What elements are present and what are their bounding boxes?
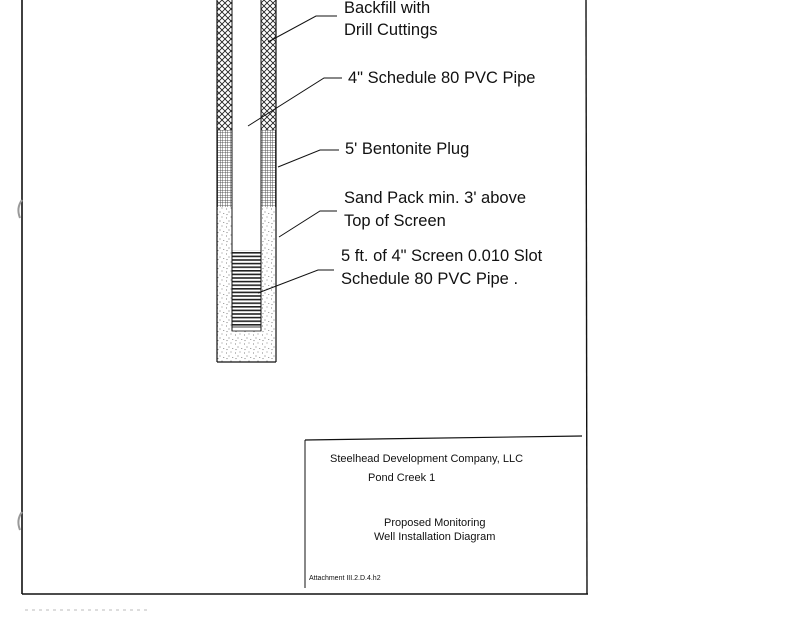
label-sandpack-line1: Sand Pack min. 3' above [344,189,527,207]
title-company: Steelhead Development Company, LLC [330,453,524,465]
title-line1: Proposed Monitoring [384,517,486,529]
well-screen [232,250,261,327]
label-backfill-line1: Backfill with [344,0,431,17]
label-bentonite: 5' Bentonite Plug [345,140,470,158]
title-line2: Well Installation Diagram [374,531,496,543]
label-screen-line2: Schedule 80 PVC Pipe . [341,270,519,288]
label-screen-line1: 5 ft. of 4" Screen 0.010 Slot [341,247,543,265]
backfill-right [261,0,276,130]
label-pvc-pipe: 4" Schedule 80 PVC Pipe [348,69,536,87]
backfill-left [217,0,232,130]
title-attachment: Attachment III.2.D.4.h2 [309,575,381,582]
label-sandpack-line2: Top of Screen [344,212,446,230]
casing-interior [232,0,261,250]
title-site: Pond Creek 1 [368,472,436,484]
label-backfill-line2: Drill Cuttings [344,21,438,39]
title-block [305,436,582,588]
bentonite-left [217,130,232,207]
bentonite-right [261,130,276,207]
well-column [217,0,276,362]
